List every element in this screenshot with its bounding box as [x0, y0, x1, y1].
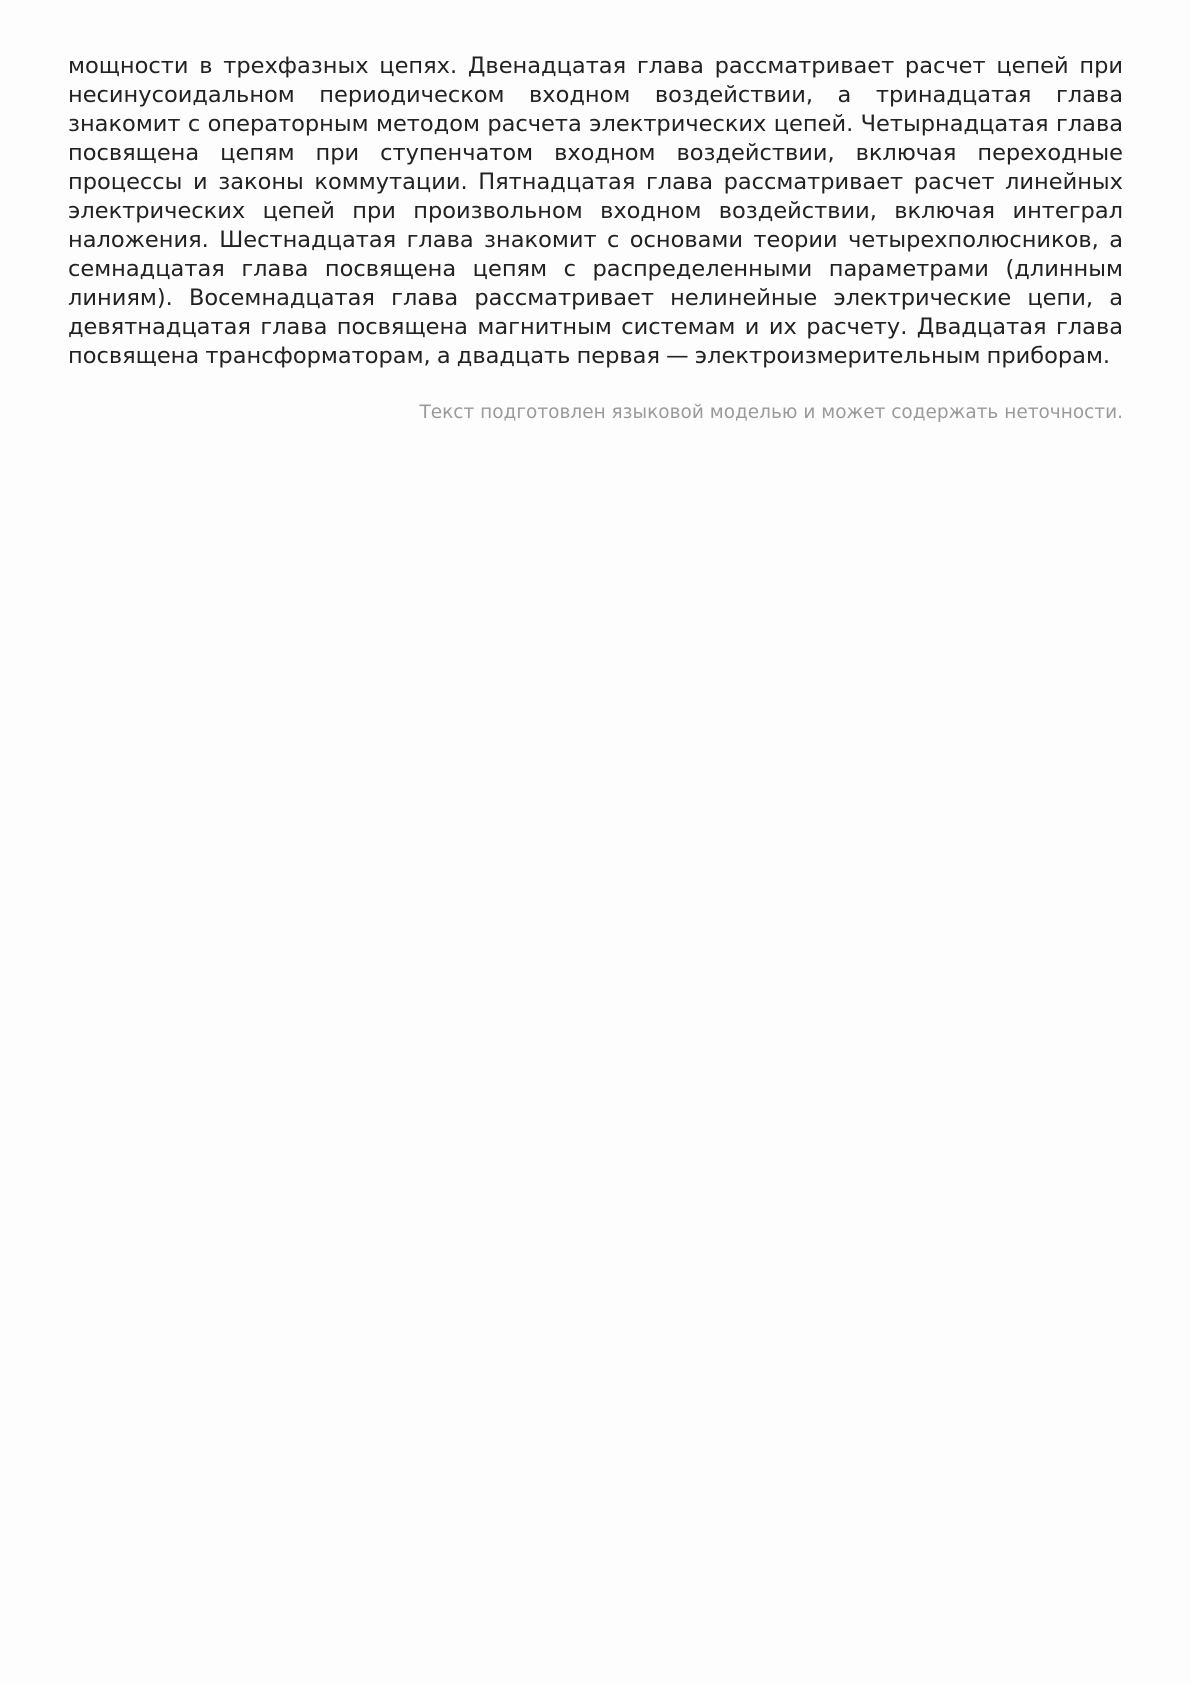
ai-disclaimer-note: Текст подготовлен языковой моделью и может содержать неточности. [419, 402, 1123, 423]
document-page [68, 52, 1123, 425]
body-paragraph: мощности в трехфазных цепях. Двенадцатая глава рассматривает расчет цепей при несинусоидальном периодическом входном воздействии, а тринадцатая глава знакомит с операторным методом расчета электрических цепей. Четырнадцатая глава посвящена цепям при ступенчатом входном воздействии, включая переходные процессы и законы коммутации. Пятнадцатая глава рассматривает расчет линейных электрических цепей при произвольном входном воздействии, включая интеграл наложения. Шестнадцатая глава знакомит с основами теории четырехполюсников, а семнадцатая глава посвящена цепям с распределенными параметрами (длинным линиям). Восемнадцатая глава рассматривает нелинейные электрические цепи, а девятнадцатая глава посвящена магнитным системам и их расчету. Двадцатая глава посвящена трансформаторам, а двадцать первая — электроизмерительным приборам. [68, 53, 1123, 369]
